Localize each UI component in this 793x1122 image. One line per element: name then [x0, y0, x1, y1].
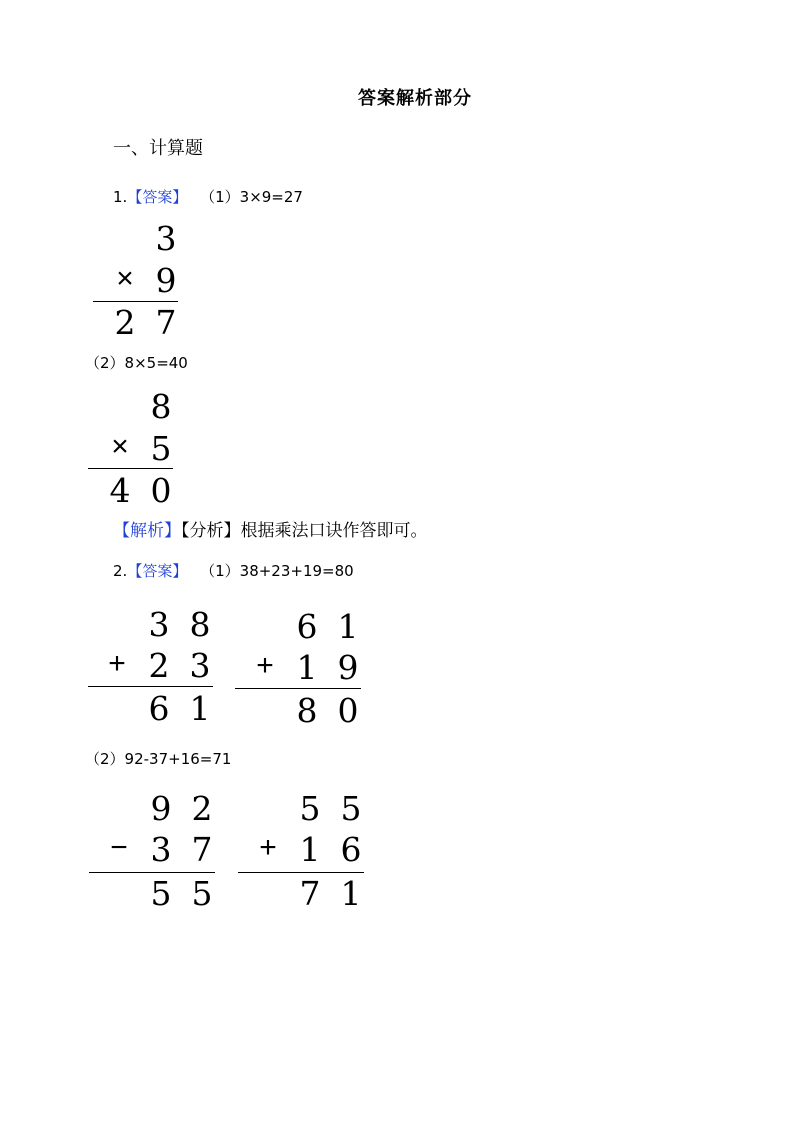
calc-rule [89, 872, 215, 873]
multiply-sign: × [111, 430, 129, 463]
calc-top-digit: 8 [189, 605, 211, 644]
page-title: 答案解析部分 [358, 88, 472, 109]
calc-top-digit: 9 [150, 789, 172, 828]
calc-bottom-digit: 6 [340, 830, 362, 869]
minus-sign: − [110, 831, 128, 864]
calc-bottom-digit: 9 [337, 648, 359, 687]
q1-answer-tag: 【答案】 [127, 188, 188, 206]
calc-result-digit: 5 [150, 874, 172, 913]
multiply-sign: × [116, 262, 134, 295]
q1-analysis-line [113, 516, 428, 541]
calc-bottom-digit: 5 [150, 429, 172, 468]
plus-sign: + [108, 647, 126, 680]
q1-number: 1. [113, 188, 128, 206]
q1-answer-line [113, 186, 303, 207]
calc-bottom-digit: 1 [299, 830, 321, 869]
q2-number: 2. [113, 562, 128, 580]
calc-result-digit: 6 [148, 689, 170, 728]
calc-result-digit: 4 [109, 471, 131, 510]
q1-part1: （1）3×9=27 [200, 188, 303, 206]
calc-top-digit: 3 [148, 605, 170, 644]
calc-bottom-digit: 3 [189, 646, 211, 685]
calc-top-digit: 5 [340, 789, 362, 828]
q1-part2: （2）8×5=40 [85, 354, 188, 372]
q1-vertical-calc-2 [80, 387, 280, 520]
calc-top-digit: 1 [337, 607, 359, 646]
analysis-text: 【分析】根据乘法口诀作答即可。 [181, 521, 428, 541]
calc-bottom-digit: 2 [148, 646, 170, 685]
calc-bottom-digit: 7 [191, 830, 213, 869]
calc-rule [235, 688, 361, 689]
calc-rule [93, 301, 178, 302]
calc-rule [88, 686, 213, 687]
calc-result-digit: 7 [155, 303, 177, 342]
calc-top-digit: 3 [155, 219, 177, 258]
calc-top-digit: 2 [191, 789, 213, 828]
calc-rule [88, 468, 173, 469]
plus-sign: + [259, 831, 277, 864]
calc-result-digit: 2 [114, 303, 136, 342]
analysis-tag: 【解析】 [113, 521, 181, 541]
calc-result-digit: 1 [340, 874, 362, 913]
q2-part2: （2）92-37+16=71 [85, 750, 232, 768]
q2-answer-line [113, 560, 354, 581]
q2-vertical-calc-1b [233, 607, 433, 740]
calc-top-digit: 5 [299, 789, 321, 828]
calc-result-digit: 0 [150, 471, 172, 510]
calc-bottom-digit: 9 [155, 261, 177, 300]
calc-result-digit: 8 [296, 691, 318, 730]
calc-top-digit: 6 [296, 607, 318, 646]
calc-result-digit: 1 [189, 689, 211, 728]
calc-rule [238, 872, 364, 873]
q2-answer-tag: 【答案】 [127, 562, 188, 580]
calc-bottom-digit: 1 [296, 648, 318, 687]
q2-vertical-calc-2b [236, 789, 436, 922]
calc-result-digit: 5 [191, 874, 213, 913]
calc-bottom-digit: 3 [150, 830, 172, 869]
calc-result-digit: 7 [299, 874, 321, 913]
calc-result-digit: 0 [337, 691, 359, 730]
calc-top-digit: 8 [150, 387, 172, 426]
plus-sign: + [256, 649, 274, 682]
q2-part1: （1）38+23+19=80 [200, 562, 354, 580]
q1-vertical-calc-1 [85, 219, 285, 352]
section-heading: 一、计算题 [113, 138, 203, 159]
